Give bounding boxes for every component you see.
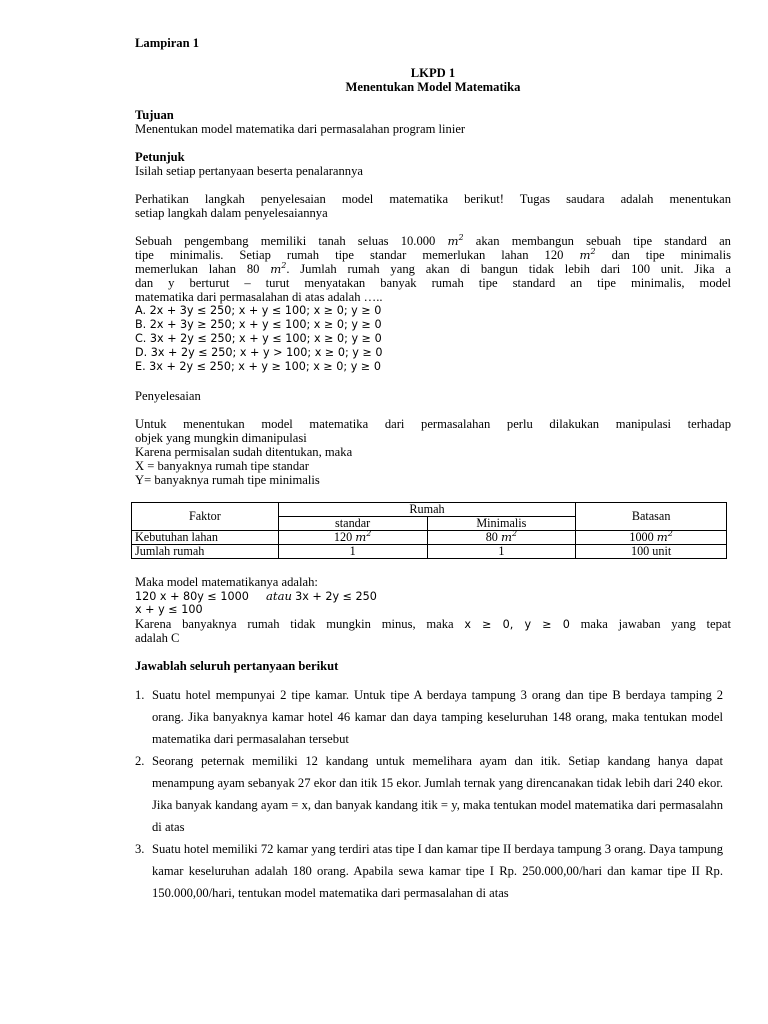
option-d: D. 3x + 2y ≤ 250; x + y > 100; x ≥ 0; y ≥ 0	[135, 346, 383, 359]
factor-table	[131, 502, 727, 559]
intro-line-2: setiap langkah dalam penyelesaiannya	[135, 206, 328, 220]
model-equation-2: x + y ≤ 100	[135, 603, 203, 616]
option-b: B. 2x + 3y ≥ 250; x + y ≤ 100; x ≥ 0; y ≥ 0	[135, 318, 382, 331]
worksheet-subtitle: Menentukan Model Matematika	[345, 80, 521, 94]
worksheet-title: LKPD 1	[410, 66, 456, 80]
option-a: A. 2x + 3y ≤ 250; x + y ≤ 100; x ≥ 0; y ≥ 0	[135, 304, 382, 317]
variable-y-definition: Y= banyaknya rumah tipe minimalis	[135, 473, 320, 487]
jawablah-heading: Jawablah seluruh pertanyaan berikut	[135, 659, 339, 673]
solution-line-2: objek yang mungkin dimanipulasi	[135, 431, 307, 445]
intro-line-1: Perhatikan langkah penyelesaian model matematika berikut! Tugas saudara adalah menentukan	[135, 192, 731, 206]
table-row: Jumlah rumah 1 1 100 unit	[132, 545, 727, 559]
table-header-standar: standar	[278, 517, 427, 531]
variable-x-definition: X = banyaknya rumah tipe standar	[135, 459, 309, 473]
tujuan-text: Menentukan model matematika dari permasalahan program linier	[135, 122, 466, 136]
solution-line-3: Karena permisalan sudah ditentukan, maka	[135, 445, 353, 459]
table-header-rumah: Rumah	[278, 503, 575, 517]
conclusion-line-2: adalah C	[135, 631, 180, 645]
option-c: C. 3x + 2y ≤ 250; x + y ≤ 100; x ≥ 0; y ≥ 0	[135, 332, 382, 345]
table-header-batasan: Batasan	[576, 503, 727, 531]
table-header-minimalis: Minimalis	[427, 517, 576, 531]
solution-line-1: Untuk menentukan model matematika dari permasalahan perlu dilakukan manipulasi terhadap	[135, 417, 731, 431]
model-intro: Maka model matematikanya adalah:	[135, 575, 318, 589]
petunjuk-heading: Petunjuk	[135, 150, 185, 164]
table-row: Kebutuhan lahan 120 $m^2$ 80 $m^2$ 1000 $m^2$	[132, 531, 727, 545]
petunjuk-text: Isilah setiap pertanyaan beserta penalarannya	[135, 164, 363, 178]
penyelesaian-heading: Penyelesaian	[135, 389, 201, 403]
tujuan-heading: Tujuan	[135, 108, 174, 122]
conclusion-line-1: Karena banyaknya rumah tidak mungkin minus, maka x ≥ 0, y ≥ 0 maka jawaban yang tepat	[135, 617, 731, 631]
option-e: E. 3x + 2y ≤ 250; x + y ≥ 100; x ≥ 0; y ≥ 0	[135, 360, 381, 373]
model-equation-1: 120 x + 80y ≤ 1000 atau 3x + 2y ≤ 250	[135, 589, 377, 603]
appendix-label: Lampiran 1	[135, 36, 200, 50]
table-header-faktor: Faktor	[132, 503, 279, 531]
